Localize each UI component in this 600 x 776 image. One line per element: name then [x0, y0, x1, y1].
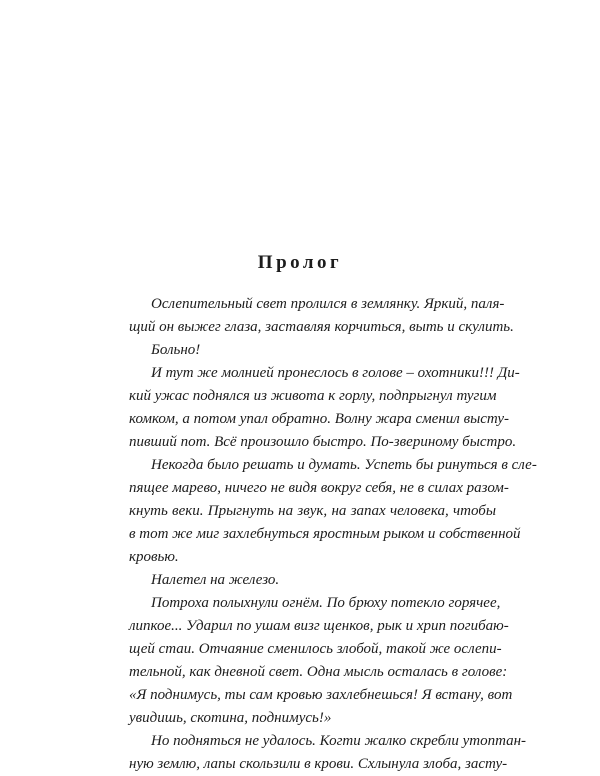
paragraph [107, 454, 537, 569]
text-line: пивший пот. Всё произошло быстро. По-звериному быстро. [129, 434, 517, 450]
paragraph [107, 339, 496, 362]
text-line: увидишь, скотина, поднимусь!» [129, 710, 332, 726]
text-line: комком, а потом упал обратно. Волну жара сменил высту- [129, 411, 510, 427]
text-line: Больно! [151, 342, 201, 358]
text-line: тельной, как дневной свет. Одна мысль осталась в голове: [129, 664, 508, 680]
text-line: Ослепительный свет пролился в землянку. Яркий, паля- [151, 296, 505, 312]
text-line: Но подняться не удалось. Когти жалко скребли утоптан- [151, 733, 527, 749]
text-line: пящее марево, ничего не видя вокруг себя, не в силах разом- [129, 480, 509, 496]
paragraph [107, 569, 496, 592]
text-line: в тот же миг захлебнуться яростным рыком и собственной [129, 526, 521, 542]
text-line: кнуть веки. Прыгнуть на звук, на запах человека, чтобы [129, 503, 496, 519]
text-line: Потроха полыхнули огнём. По брюху потекло горячее, [151, 595, 501, 611]
text-line: щий он выжег глаза, заставляя корчиться, выть и скулить. [129, 319, 514, 335]
text-line: «Я поднимусь, ты сам кровью захлебнешься! Я встану, вот [129, 687, 513, 703]
paragraph [107, 730, 527, 776]
text-line: кий ужас поднялся из живота к горлу, подпрыгнул тугим [129, 388, 497, 404]
text-line: И тут же молнией пронеслось в голове – охотники!!! Ди- [151, 365, 520, 381]
text-line: Некогда было решать и думать. Успеть бы ринуться в сле- [151, 457, 537, 473]
paragraph [107, 293, 514, 339]
text-line: Налетел на железо. [151, 572, 280, 588]
text-line: ную землю, лапы скользили в крови. Схлынула злоба, засту- [129, 756, 508, 772]
paragraph [107, 592, 513, 730]
body-text [107, 293, 537, 776]
chapter-title: Пролог [257, 252, 343, 273]
paragraph [107, 362, 520, 454]
text-line: кровью. [129, 549, 179, 565]
text-line: липкое... Ударил по ушам визг щенков, рык и хрип погибаю- [129, 618, 509, 634]
text-line: щей стаи. Отчаяние сменилось злобой, такой же ослепи- [129, 641, 502, 657]
